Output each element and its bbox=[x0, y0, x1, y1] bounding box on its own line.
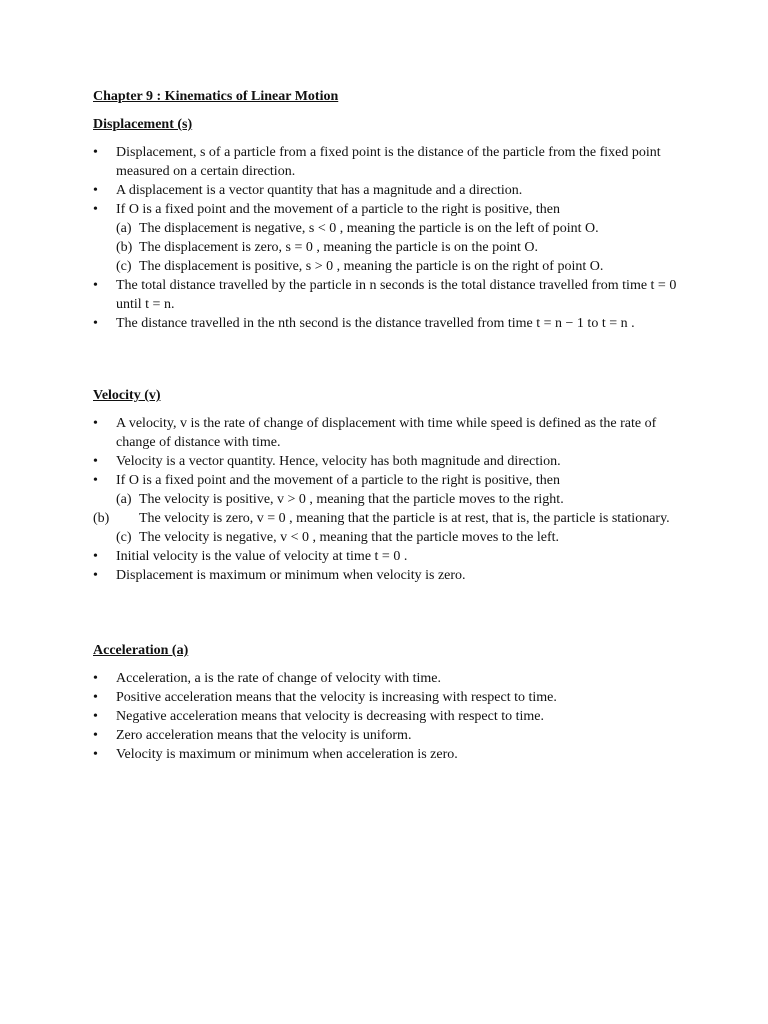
bullet-glyph: • bbox=[93, 568, 98, 583]
list-item bbox=[93, 314, 683, 333]
list-item bbox=[93, 143, 683, 181]
sub-item-label: (a) bbox=[116, 492, 132, 507]
velocity-list bbox=[93, 414, 683, 585]
sub-item-label: (b) bbox=[93, 511, 110, 526]
list-item bbox=[93, 452, 683, 471]
list-item bbox=[93, 181, 683, 200]
bullet-glyph: • bbox=[93, 473, 98, 488]
bullet-glyph: • bbox=[93, 202, 98, 217]
list-item-text: Velocity is maximum or minimum when acceleration is zero. bbox=[116, 747, 458, 762]
list-item-text: A displacement is a vector quantity that has a magnitude and a direction. bbox=[116, 183, 523, 198]
sub-item-text: The displacement is negative, s < 0 , meaning the particle is on the left of point O. bbox=[139, 221, 599, 236]
sub-item bbox=[93, 490, 683, 509]
list-item bbox=[93, 707, 683, 726]
list-item-text: If O is a fixed point and the movement of a particle to the right is positive, then bbox=[116, 202, 561, 217]
bullet-glyph: • bbox=[93, 145, 98, 160]
chapter-title: Chapter 9 : Kinematics of Linear Motion bbox=[93, 89, 339, 104]
list-item-text: Positive acceleration means that the velocity is increasing with respect to time. bbox=[116, 690, 557, 705]
bullet-glyph: • bbox=[93, 549, 98, 564]
list-item-text: Initial velocity is the value of velocity at time t = 0 . bbox=[116, 549, 408, 564]
sub-item bbox=[93, 257, 683, 276]
acceleration-list bbox=[93, 669, 683, 764]
list-item-text: Zero acceleration means that the velocity is uniform. bbox=[116, 728, 412, 743]
sub-item-label: (c) bbox=[116, 259, 132, 274]
sub-item bbox=[93, 219, 683, 238]
list-item-text: A velocity, v is the rate of change of displacement with time while speed is defined as the rate of change of distance with time. bbox=[116, 416, 657, 450]
list-item-text: If O is a fixed point and the movement of a particle to the right is positive, then bbox=[116, 473, 561, 488]
sub-item-text: The velocity is zero, v = 0 , meaning that the particle is at rest, that is, the particle is stationary. bbox=[139, 511, 670, 526]
list-item bbox=[93, 566, 683, 585]
bullet-glyph: • bbox=[93, 183, 98, 198]
section-heading-velocity: Velocity (v) bbox=[93, 388, 161, 403]
bullet-glyph: • bbox=[93, 671, 98, 686]
bullet-glyph: • bbox=[93, 709, 98, 724]
section-heading-displacement: Displacement (s) bbox=[93, 117, 193, 132]
bullet-glyph: • bbox=[93, 747, 98, 762]
list-item-text: Displacement is maximum or minimum when velocity is zero. bbox=[116, 568, 466, 583]
list-item-text: Negative acceleration means that velocity is decreasing with respect to time. bbox=[116, 709, 544, 724]
sub-item-label: (a) bbox=[116, 221, 132, 236]
bullet-glyph: • bbox=[93, 316, 98, 331]
bullet-glyph: • bbox=[93, 454, 98, 469]
section-heading-acceleration: Acceleration (a) bbox=[93, 643, 189, 658]
list-item bbox=[93, 669, 683, 688]
list-item bbox=[93, 471, 683, 490]
list-item bbox=[93, 276, 683, 314]
sub-item bbox=[93, 509, 683, 528]
sub-item bbox=[93, 238, 683, 257]
bullet-glyph: • bbox=[93, 416, 98, 431]
list-item bbox=[93, 688, 683, 707]
list-item-text: Displacement, s of a particle from a fixed point is the distance of the particle from the fixed point measured on a certain direction. bbox=[116, 145, 661, 179]
list-item bbox=[93, 414, 683, 452]
sub-item-label: (c) bbox=[116, 530, 132, 545]
bullet-glyph: • bbox=[93, 728, 98, 743]
sub-item-text: The velocity is positive, v > 0 , meaning that the particle moves to the right. bbox=[139, 492, 564, 507]
list-item bbox=[93, 745, 683, 764]
bullet-glyph: • bbox=[93, 278, 98, 293]
list-item-text: Velocity is a vector quantity. Hence, velocity has both magnitude and direction. bbox=[116, 454, 561, 469]
list-item-text: The total distance travelled by the particle in n seconds is the total distance travelled from time t = 0 until t = n. bbox=[116, 278, 677, 312]
list-item bbox=[93, 200, 683, 219]
sub-item-label: (b) bbox=[116, 240, 133, 255]
sub-item-text: The velocity is negative, v < 0 , meaning that the particle moves to the left. bbox=[139, 530, 559, 545]
bullet-glyph: • bbox=[93, 690, 98, 705]
displacement-list bbox=[93, 143, 683, 333]
list-item-text: Acceleration, a is the rate of change of velocity with time. bbox=[116, 671, 441, 686]
sub-item-text: The displacement is positive, s > 0 , meaning the particle is on the right of point O. bbox=[139, 259, 604, 274]
sub-item bbox=[93, 528, 683, 547]
list-item-text: The distance travelled in the nth second is the distance travelled from time t = n − 1 to t = n . bbox=[116, 316, 635, 331]
list-item bbox=[93, 547, 683, 566]
sub-item-text: The displacement is zero, s = 0 , meaning the particle is on the point O. bbox=[139, 240, 539, 255]
list-item bbox=[93, 726, 683, 745]
